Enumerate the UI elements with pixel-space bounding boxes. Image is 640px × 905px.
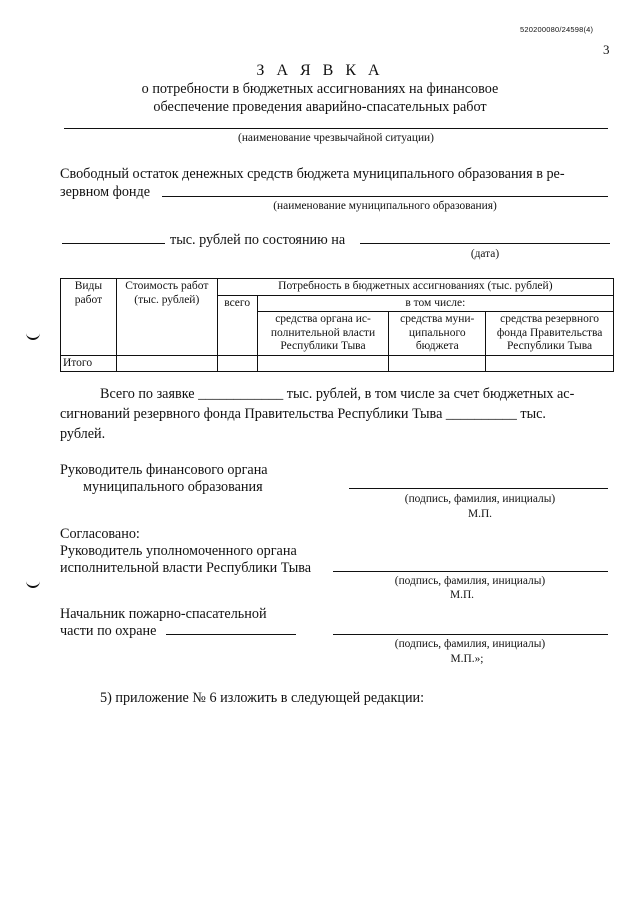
table-cell — [257, 355, 389, 372]
header-reserve: средства резервного фонда Правительства Республики Тыва — [486, 312, 614, 356]
summary-line-1: Всего по заявке ____________ тыс. рублей, в том числе за счет бюджетных ас- — [100, 386, 575, 402]
emergency-name-line — [64, 128, 608, 129]
fire-chief-stamp: М.П.»; — [450, 653, 484, 665]
requirements-table — [60, 278, 614, 372]
margin-mark — [26, 330, 40, 340]
document-id: 520200080/24598(4) — [520, 25, 594, 34]
fire-chief-line-1: Начальник пожарно-спасательной — [60, 606, 267, 622]
authorized-signature-line — [333, 571, 608, 572]
header-exec-authority: средства органа ис-полнительной власти Республики Тыва — [257, 312, 389, 356]
emergency-caption: (наименование чрезвычайной ситуации) — [238, 132, 434, 144]
subtitle-line-1: о потребности в бюджетных ассигнованиях на финансовое — [141, 81, 499, 97]
finance-signature-caption: (подпись, фамилия, инициалы) — [404, 493, 556, 505]
balance-line-1: Свободный остаток денежных средств бюджета муниципального образования в ре- — [60, 166, 565, 182]
page-number: 3 — [603, 42, 610, 57]
subtitle-line-2: обеспечение проведения аварийно-спасательных работ — [153, 99, 487, 115]
fire-chief-line-2: части по охране — [60, 623, 157, 639]
header-including: в том числе: — [257, 295, 613, 312]
row-total-label: Итого — [61, 355, 117, 372]
finance-head-line-1: Руководитель финансового органа — [60, 462, 268, 478]
table-cell — [217, 355, 257, 372]
table-cell — [486, 355, 614, 372]
municipality-caption: (наименование муниципального образования) — [273, 200, 497, 212]
agreed-label: Согласовано: — [60, 526, 140, 542]
header-need: Потребность в бюджетных ассигнованиях (тыс. рублей) — [217, 279, 613, 296]
amount-text: тыс. рублей по состоянию на — [170, 232, 346, 248]
authorized-signature-caption: (подпись, фамилия, инициалы) — [394, 575, 546, 587]
header-cost: Стоимость работ (тыс. рублей) — [116, 279, 217, 356]
table-row-total — [61, 355, 614, 372]
authorized-head-line-2: исполнительной власти Республики Тыва — [60, 560, 312, 576]
fire-chief-signature-caption: (подпись, фамилия, инициалы) — [394, 638, 546, 650]
summary-line-2: сигнований резервного фонда Правительства Республики Тыва __________ тыс. — [60, 406, 546, 422]
amendment-text: 5) приложение № 6 изложить в следующей редакции: — [100, 690, 425, 706]
summary-line-3: рублей. — [60, 426, 106, 442]
date-caption: (дата) — [470, 248, 500, 260]
balance-line-2: зервном фонде — [60, 184, 151, 200]
fire-chief-signature-line — [333, 634, 608, 635]
amount-line — [62, 243, 165, 244]
date-line — [360, 243, 610, 244]
finance-head-line-2: муниципального образования — [83, 479, 263, 495]
header-municipal: средства муни-ципального бюджета — [389, 312, 486, 356]
document-subtitle — [0, 80, 640, 116]
table-cell — [389, 355, 486, 372]
margin-mark — [26, 578, 40, 588]
header-work-types: Виды работ — [61, 279, 117, 356]
authorized-stamp: М.П. — [449, 589, 475, 601]
header-total: всего — [217, 295, 257, 355]
finance-stamp: М.П. — [467, 508, 493, 520]
reserve-fund-line — [162, 196, 608, 197]
document-title: З А Я В К А — [256, 62, 384, 79]
table-cell — [116, 355, 217, 372]
authorized-head-line-1: Руководитель уполномоченного органа — [60, 543, 297, 559]
fire-chief-unit-line — [166, 634, 296, 635]
finance-signature-line — [349, 488, 608, 489]
